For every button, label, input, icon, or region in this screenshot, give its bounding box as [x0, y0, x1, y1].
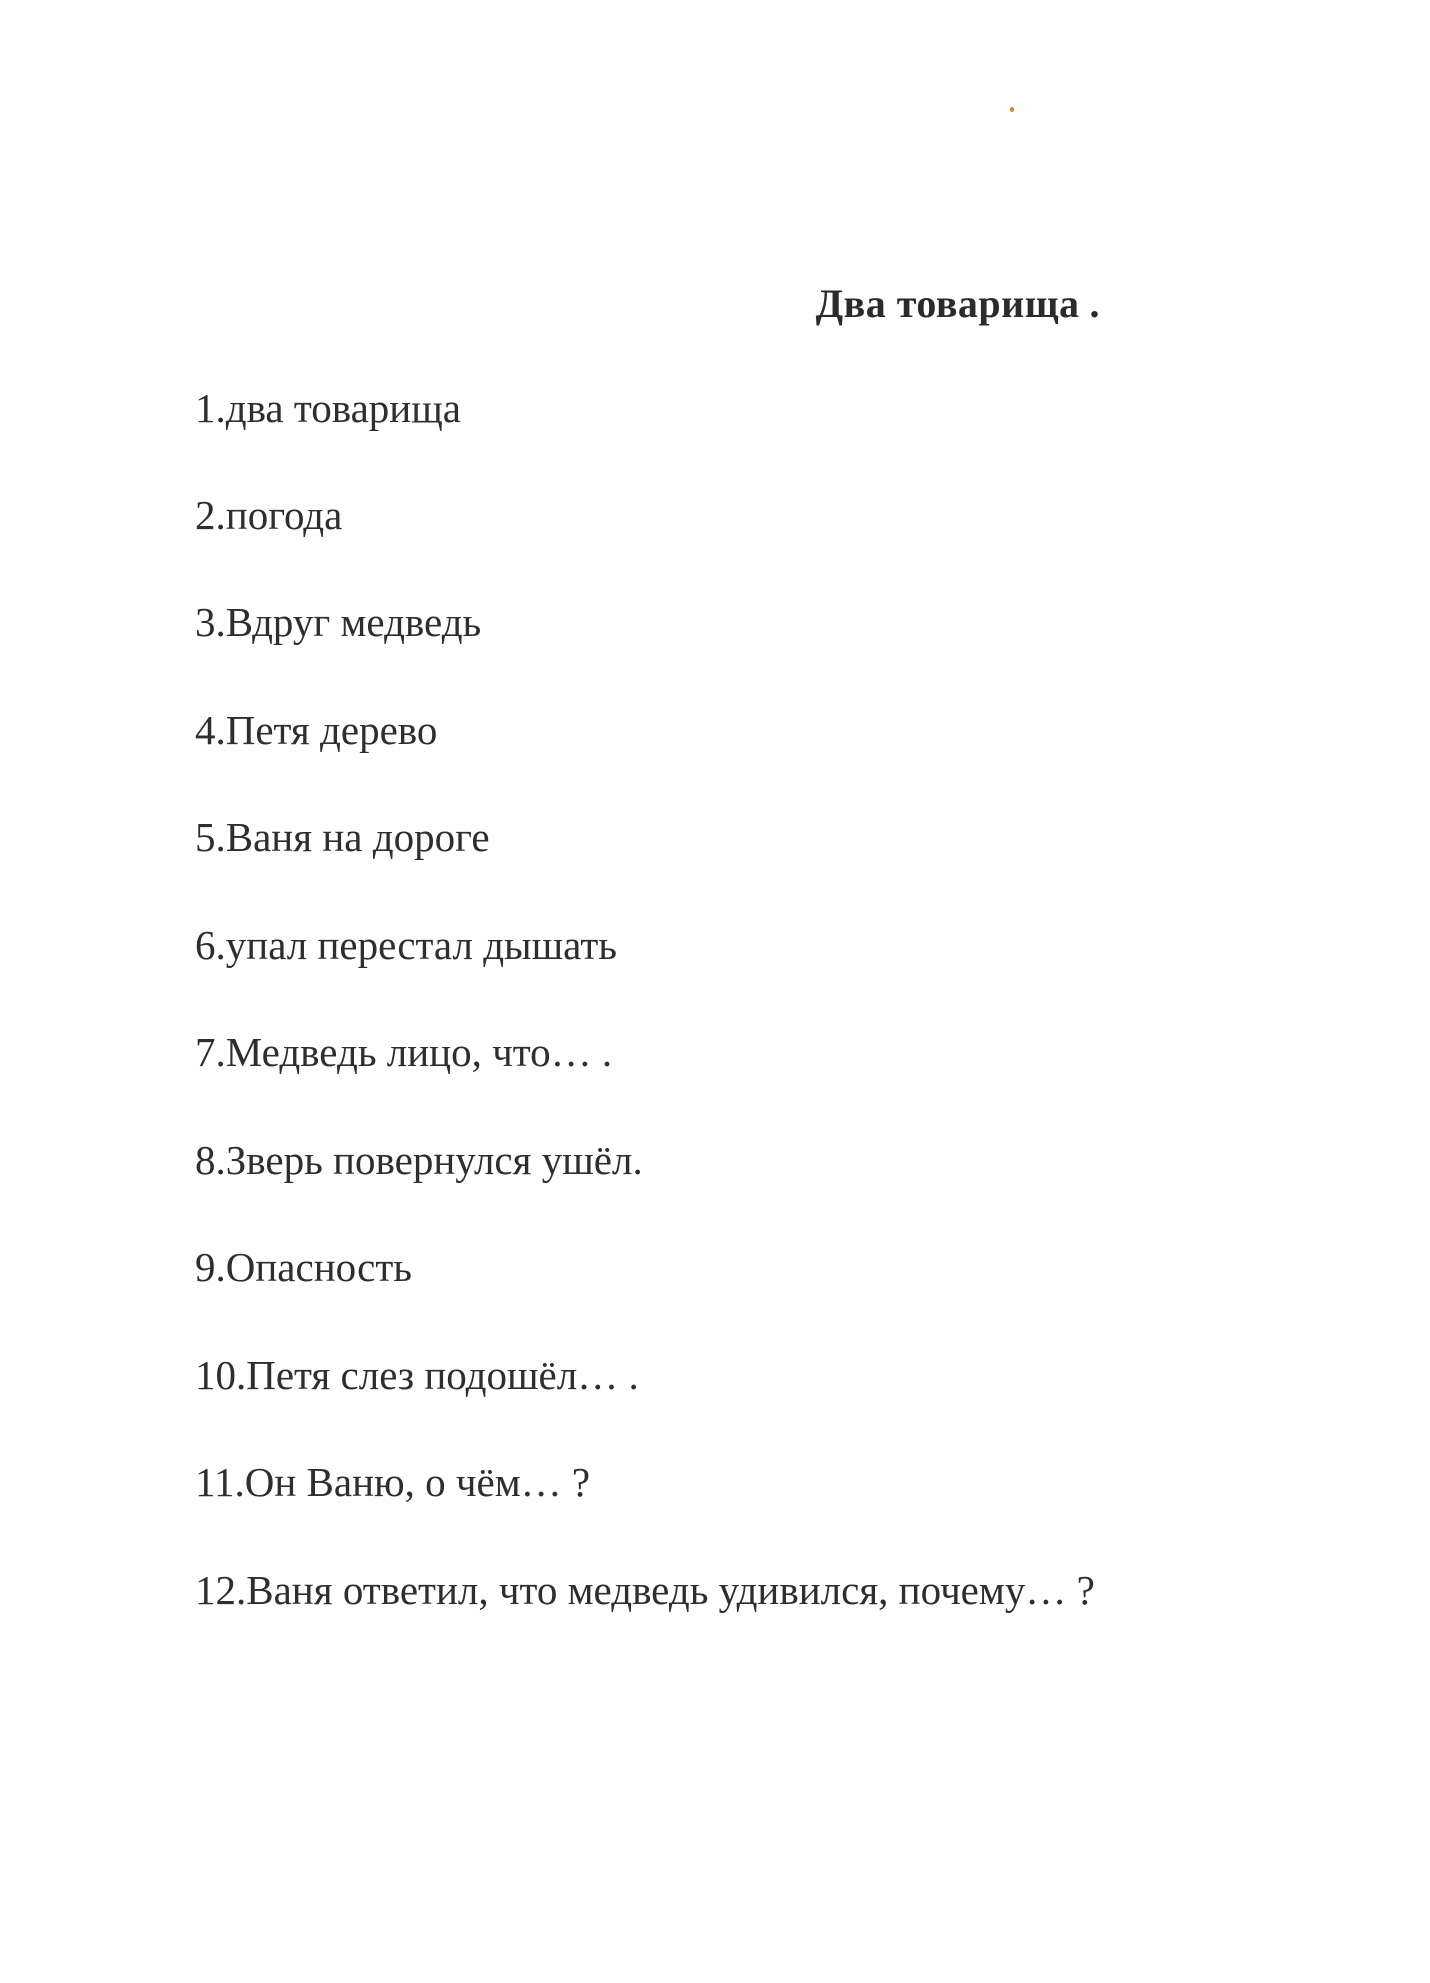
ink-speck — [1010, 107, 1014, 112]
list-item: 3.Вдруг медведь — [195, 599, 482, 645]
page-title — [0, 280, 1100, 327]
list-item: 1.два товарища — [195, 385, 461, 431]
list-item: 7.Медведь лицо, что… . — [195, 1029, 613, 1075]
title-text: Два товарища — [815, 281, 1080, 326]
list-item: 9.Опасность — [195, 1244, 412, 1290]
list-item: 4.Петя дерево — [195, 707, 438, 753]
list-item: 2.погода — [195, 492, 343, 538]
list-item: 11.Он Ваню, о чём… ? — [195, 1459, 591, 1505]
list-item: 5.Ваня на дороге — [195, 814, 490, 860]
list-item: 6.упал перестал дышать — [195, 922, 617, 968]
title-trailing-mark: . — [1089, 281, 1100, 326]
list-item: 10.Петя слез подошёл… . — [195, 1352, 639, 1398]
list-item: 8.Зверь повернулся ушёл. — [195, 1137, 643, 1183]
list-item: 12.Ваня ответил, что медведь удивился, почему… ? — [195, 1567, 1095, 1613]
